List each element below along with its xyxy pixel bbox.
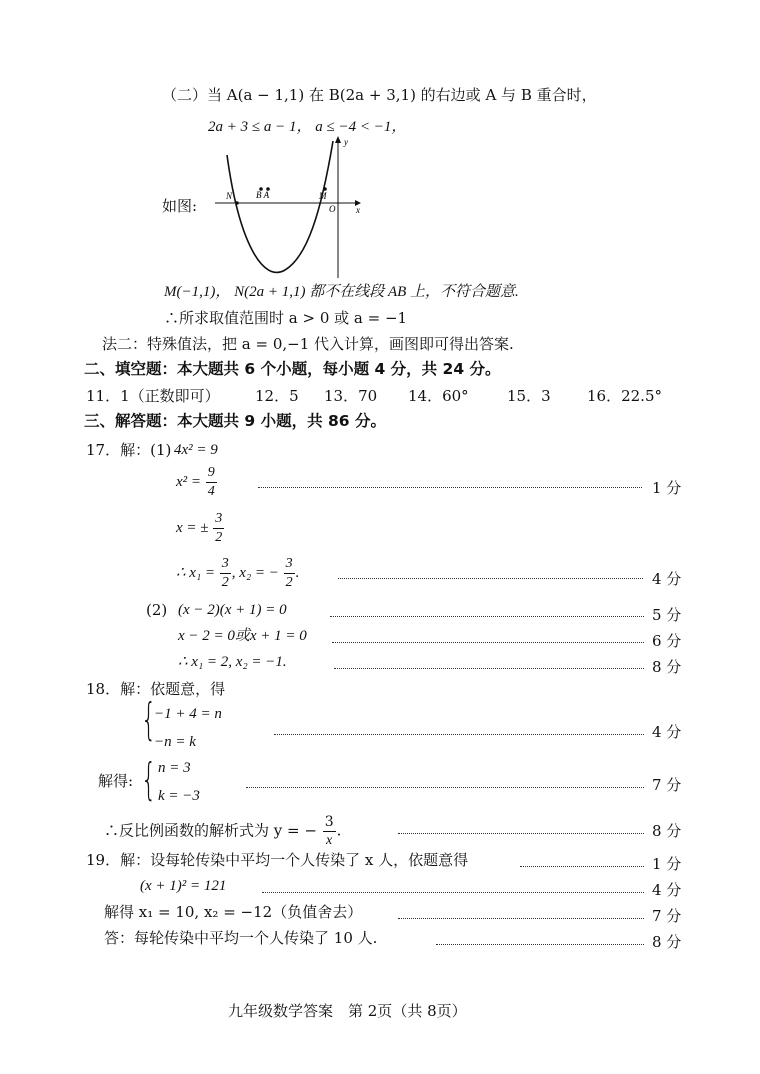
q17-eq4: ∴ x₁ = $\frac{3}{2}$ , x₂ = − $\frac{3}{2}$ .	[176, 556, 300, 590]
q19-score-2: 4 分	[652, 881, 682, 899]
mn-not-on-ab-line: M(−1,1)， N(2a + 1,1) 都不在线段 AB 上，不符合题意.	[164, 284, 519, 300]
q18-conclusion: ∴反比例函数的解析式为 y = − $\frac{3}{x}$ .	[104, 814, 342, 848]
q18-score-2: 7 分	[652, 776, 682, 794]
q17-dots-1	[258, 487, 642, 488]
q19-line1: 19．解：设每轮传染中平均一个人传染了 x 人，依题意得	[86, 851, 469, 869]
q18-sys1-a: −1 + 4 = n	[154, 706, 222, 722]
q18-dots-3	[398, 833, 644, 834]
answer-14: 14．60°	[408, 387, 469, 405]
method-two-line: 法二：特殊值法，把 a = 0,−1 代入计算，画图即可得出答案.	[102, 335, 514, 353]
q19-score-4: 8 分	[652, 933, 682, 951]
label-x: x	[356, 205, 360, 215]
answer-15: 15．3	[507, 387, 551, 405]
q17-score-4: 6 分	[652, 632, 682, 650]
point-n	[235, 201, 239, 205]
q19-dots-2	[262, 892, 644, 893]
q17-dots-2	[338, 578, 643, 579]
q17-dots-5	[334, 668, 644, 669]
answer-13: 13．70	[324, 387, 378, 405]
figure-label: 如图:	[162, 197, 198, 215]
inequality-line: 2a + 3 ≤ a − 1， a ≤ −4 < −1，	[208, 119, 407, 135]
section-two-heading: 二、填空题：本大题共 6 个小题，每小题 4 分，共 24 分。	[84, 360, 501, 378]
q17-label: 17．解：(1)	[86, 441, 172, 459]
label-m: M	[319, 191, 327, 201]
label-y: y	[344, 137, 348, 147]
label-o: O	[329, 204, 336, 214]
q17-score-3: 5 分	[652, 606, 682, 624]
q17-eq6: x − 2 = 0或x + 1 = 0	[178, 628, 307, 644]
system1-brace: {	[141, 694, 157, 745]
parabola-graph	[205, 133, 370, 283]
q19-score-1: 1 分	[652, 855, 682, 873]
q19-dots-1	[520, 866, 644, 867]
parabola-curve	[227, 141, 333, 272]
q19-line4: 答：每轮传染中平均一个人传染了 10 人.	[104, 929, 378, 947]
q19-line2: (x + 1)² = 121	[140, 878, 227, 894]
q19-dots-4	[436, 944, 644, 945]
q18-score-3: 8 分	[652, 822, 682, 840]
q17-dots-4	[332, 642, 644, 643]
q17-score-5: 8 分	[652, 658, 682, 676]
q18-sys2-b: k = −3	[158, 788, 200, 804]
label-n: N	[226, 191, 233, 201]
answer-16: 16．22.5°	[587, 387, 662, 405]
q18-label: 18．解：依题意，得	[86, 680, 226, 698]
system2-brace: {	[141, 754, 157, 805]
q17-score-1: 1 分	[652, 479, 682, 497]
q17-eq5: (x − 2)(x + 1) = 0	[178, 602, 287, 618]
q17-eq1: 4x² = 9	[174, 442, 218, 458]
q18-score-1: 4 分	[652, 723, 682, 741]
q19-dots-3	[398, 918, 644, 919]
q17-score-2: 4 分	[652, 570, 682, 588]
q19-line3: 解得 x₁ = 10, x₂ = −12（负值舍去）	[104, 903, 363, 921]
y-axis-arrow	[335, 136, 341, 143]
q17-eq7: ∴ x₁ = 2, x₂ = −1.	[178, 654, 287, 670]
q19-score-3: 7 分	[652, 907, 682, 925]
q17-dots-3	[330, 616, 644, 617]
q18-dots-1	[274, 734, 644, 735]
label-ba: B A	[256, 190, 270, 200]
q18-sys1-b: −n = k	[154, 734, 196, 750]
answer-11: 11．1（正数即可）	[86, 387, 220, 405]
page-footer: 九年级数学答案 第 2页（共 8页）	[228, 1002, 467, 1020]
q17-part2-label: (2)	[146, 601, 168, 619]
q18-sys2-a: n = 3	[158, 760, 191, 776]
q18-solve-label: 解得:	[98, 772, 134, 790]
range-conclusion: ∴所求取值范围时 a > 0 或 a = −1	[164, 309, 408, 327]
q17-eq2: x² = $\frac{9}{4}$	[176, 465, 215, 499]
section-three-heading: 三、解答题：本大题共 9 小题，共 86 分。	[84, 412, 386, 430]
q17-eq3: x = ± $\frac{3}{2}$	[176, 511, 223, 545]
answer-12: 12．5	[255, 387, 299, 405]
q18-dots-2	[246, 787, 644, 788]
case-two-line: （二）当 A(a − 1,1) 在 B(2a + 3,1) 的右边或 A 与 B 重合时，	[162, 86, 597, 104]
